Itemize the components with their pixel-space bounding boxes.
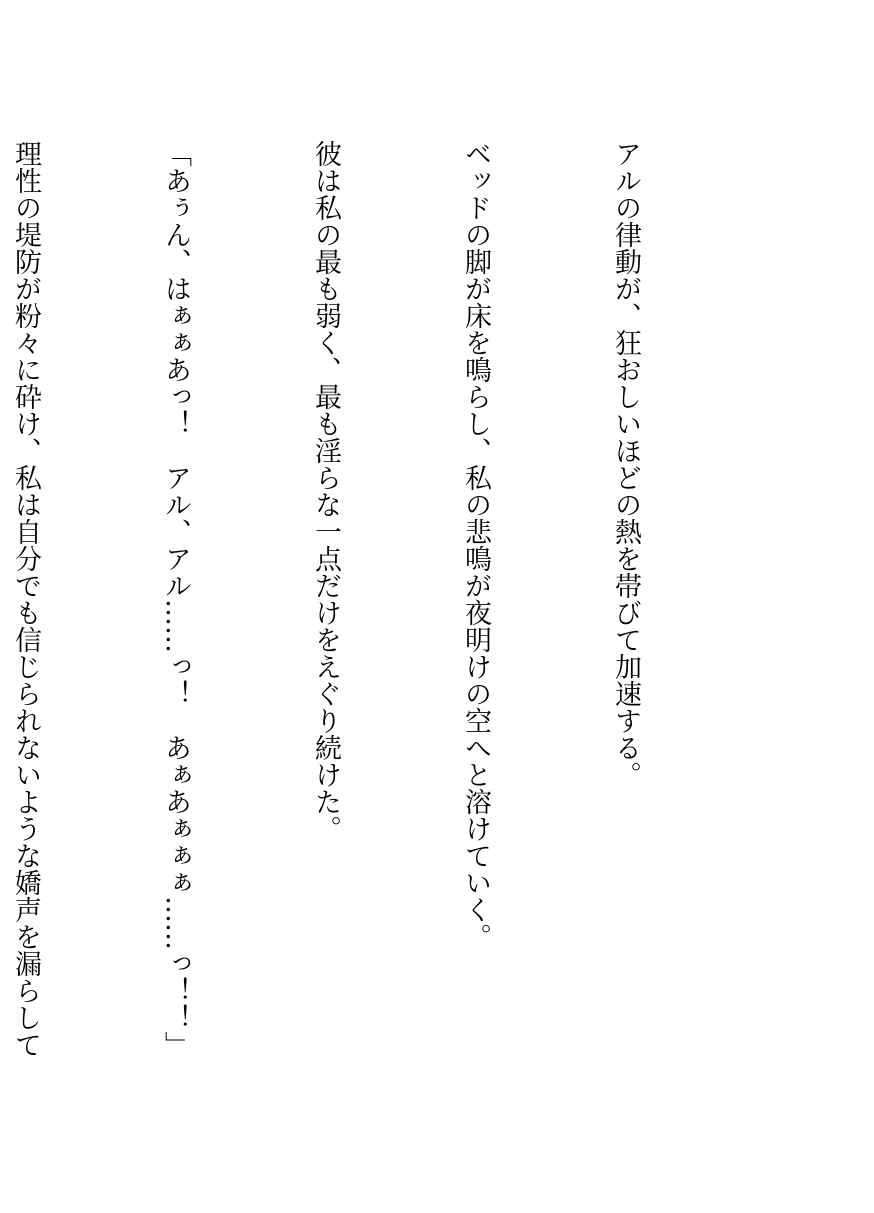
text-line: ベッドの脚が床を鳴らし、私の悲鳴が夜明けの空へと溶けていく。 (460, 140, 491, 950)
dialogue-line: 「あぅん、はぁぁあっ！ アル、アル……っ！ あぁあぁぁぁ……っ！！」 (160, 140, 191, 1058)
text-line: アルの律動が、狂おしいほどの熱を帯びて加速する。 (610, 140, 641, 788)
text-line: 理性の堤防が粉々に砕け、私は自分でも信じられないような嬌声を漏らして (10, 140, 41, 1058)
text-line: 彼は私の最も弱く、最も淫らな一点だけをえぐり続けた。 (310, 140, 341, 842)
vertical-text-body (0, 140, 750, 1120)
